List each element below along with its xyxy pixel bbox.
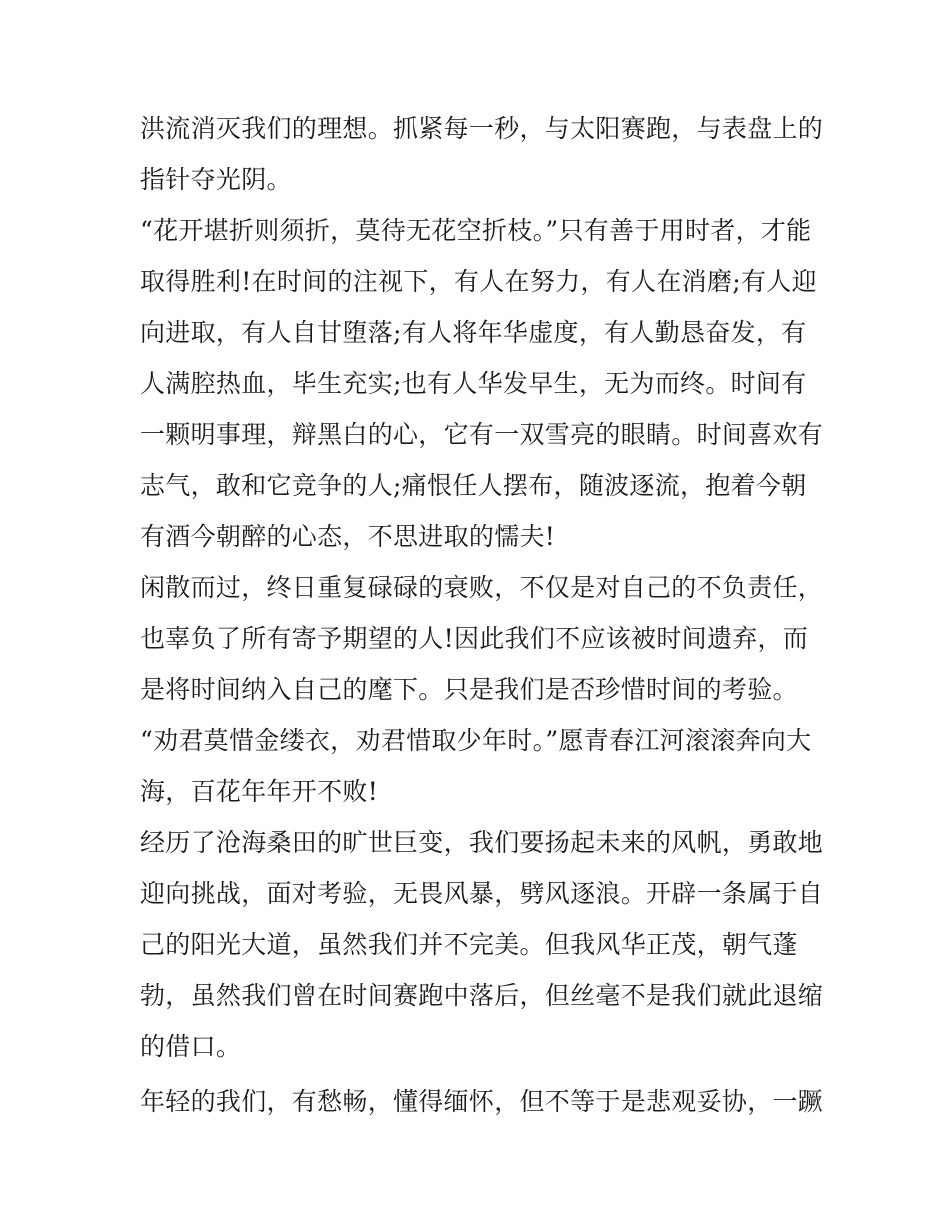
text-line: 是将时间纳入自己的麾下。只是我们是否珍惜时间的考验。 <box>140 675 798 704</box>
text-line: “劝君莫惜金缕衣，劝君惜取少年时。”愿青春江河滚滚奔向大 <box>140 726 812 755</box>
text-line: 迎向挑战，面对考验，无畏风暴，劈风逐浪。开辟一条属于自 <box>140 879 824 908</box>
text-line: 经历了沧海桑田的旷世巨变，我们要扬起未来的风帆，勇敢地 <box>140 828 824 857</box>
text-line: 指针夺光阴。 <box>140 165 292 194</box>
text-line: 取得胜利!在时间的注视下，有人在努力，有人在消磨;有人迎 <box>140 267 817 296</box>
text-line: 洪流消灭我们的理想。抓紧每一秒，与太阳赛跑，与表盘上的 <box>140 114 824 143</box>
body-text <box>140 103 824 1127</box>
text-line: 人满腔热血，毕生充实;也有人华发早生，无为而终。时间有 <box>140 369 807 398</box>
text-line: 己的阳光大道，虽然我们并不完美。但我风华正茂，朝气蓬 <box>140 930 798 959</box>
text-line: 一颗明事理，辩黑白的心，它有一双雪亮的眼睛。时间喜欢有 <box>140 420 824 449</box>
text-line: 志气，敢和它竞争的人;痛恨任人摆布，随波逐流，抱着今朝 <box>140 471 807 500</box>
text-line: 年轻的我们，有愁畅，懂得缅怀，但不等于是悲观妥协，一蹶 <box>140 1087 824 1116</box>
text-line: 闲散而过，终日重复碌碌的衰败，不仅是对自己的不负责任， <box>140 573 824 602</box>
text-line: 海，百花年年开不败! <box>140 777 379 806</box>
text-line: “花开堪折则须折，莫待无花空折枝。”只有善于用时者，才能 <box>140 216 812 245</box>
text-line: 的借口。 <box>140 1032 242 1061</box>
text-line: 也辜负了所有寄予期望的人!因此我们不应该被时间遗弃，而 <box>140 624 809 653</box>
text-line: 勃，虽然我们曾在时间赛跑中落后，但丝毫不是我们就此退缩 <box>140 981 824 1010</box>
text-line: 向进取，有人自甘堕落;有人将年华虚度，有人勤恳奋发，有 <box>140 318 807 347</box>
text-line: 有酒今朝醉的心态，不思进取的懦夫! <box>140 522 556 551</box>
